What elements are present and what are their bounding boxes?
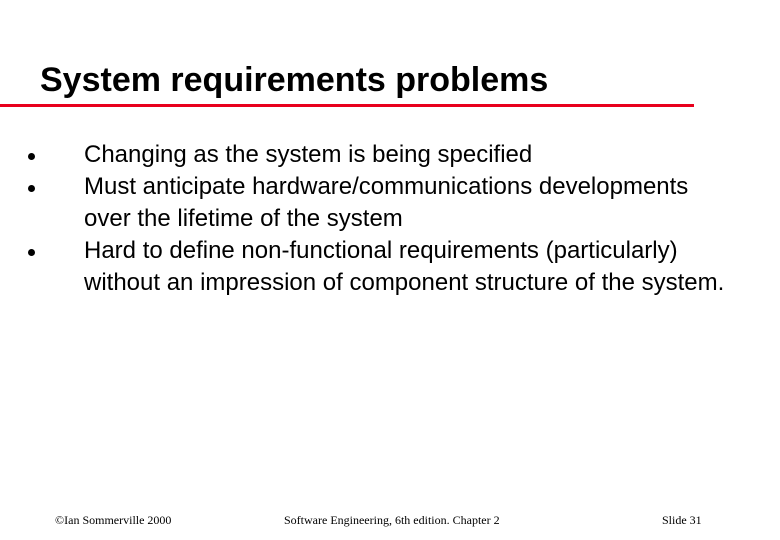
bullet-item [28, 139, 728, 171]
bullet-dot-icon [28, 249, 35, 256]
footer-book-title: Software Engineering, 6th edition. Chapter 2 [284, 513, 500, 527]
slide-title: System requirements problems [40, 61, 549, 99]
bullet-dot-icon [28, 153, 35, 160]
bullet-list [28, 139, 728, 299]
footer-copyright: ©Ian Sommerville 2000 [55, 513, 172, 527]
bullet-text: Changing as the system is being specified [84, 141, 533, 168]
footer-slide-number: Slide 31 [662, 513, 702, 527]
bullet-text: Hard to define non-functional requirements (particularly) without an impression of component structure of the system. [84, 237, 725, 296]
bullet-dot-icon [28, 185, 35, 192]
title-underline [0, 104, 694, 107]
bullet-item [28, 235, 728, 299]
bullet-item [28, 171, 728, 235]
bullet-text: Must anticipate hardware/communications developments over the lifetime of the system [84, 173, 689, 232]
